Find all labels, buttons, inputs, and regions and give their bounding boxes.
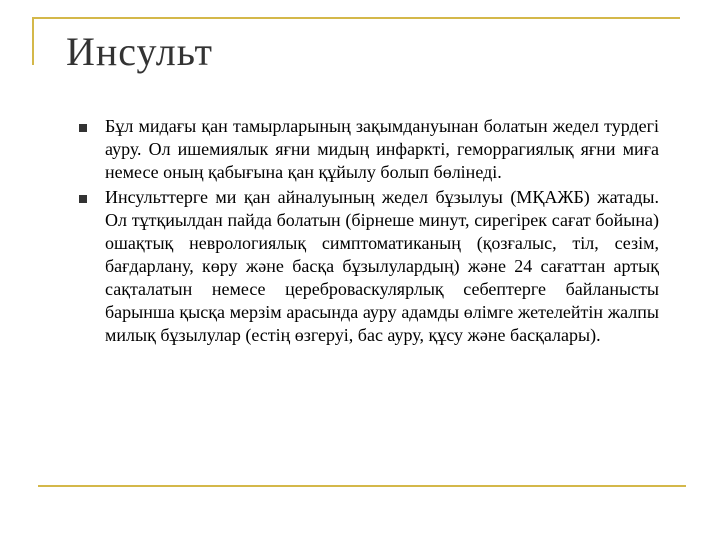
left-rule bbox=[32, 17, 34, 65]
bullet-list bbox=[79, 115, 659, 347]
top-rule bbox=[32, 17, 680, 19]
square-bullet-icon bbox=[79, 195, 87, 203]
bullet-text: Инсульттерге ми қан айналуының жедел бұзылуы (МҚАЖБ) жатады. Ол тұтқиылдан пайда болатын (бірнеше минут, сирегірек сағат бойына) ошақтық неврологиялық симптоматиканың (қозғалыс, тіл, сезім, бағдарлану, көру және басқа бұзылулардың) және 24 сағаттан артық сақталатын немесе цереброваскулярлық себептерге байланысты барынша қысқа мерзім арасында ауру адамды өлімге жетелейтін жалпы милық бұзылулар (естің өзгеруі, бас ауру, құсу және басқалары). bbox=[105, 187, 659, 345]
bullet-item-classification bbox=[79, 186, 659, 347]
bottom-rule bbox=[38, 485, 686, 487]
square-bullet-icon bbox=[79, 124, 87, 132]
bullet-text: Бұл мидағы қан тамырларының зақымдануынан болатын жедел турдегі ауру. Ол ишемиялык яғни мидың инфаркті, геморрагиялық яғни миға немесе оның қабығына қан құйылу болып бөлінеді. bbox=[105, 116, 659, 182]
bullet-item-definition bbox=[79, 115, 659, 184]
slide-title: Инсульт bbox=[66, 29, 213, 74]
